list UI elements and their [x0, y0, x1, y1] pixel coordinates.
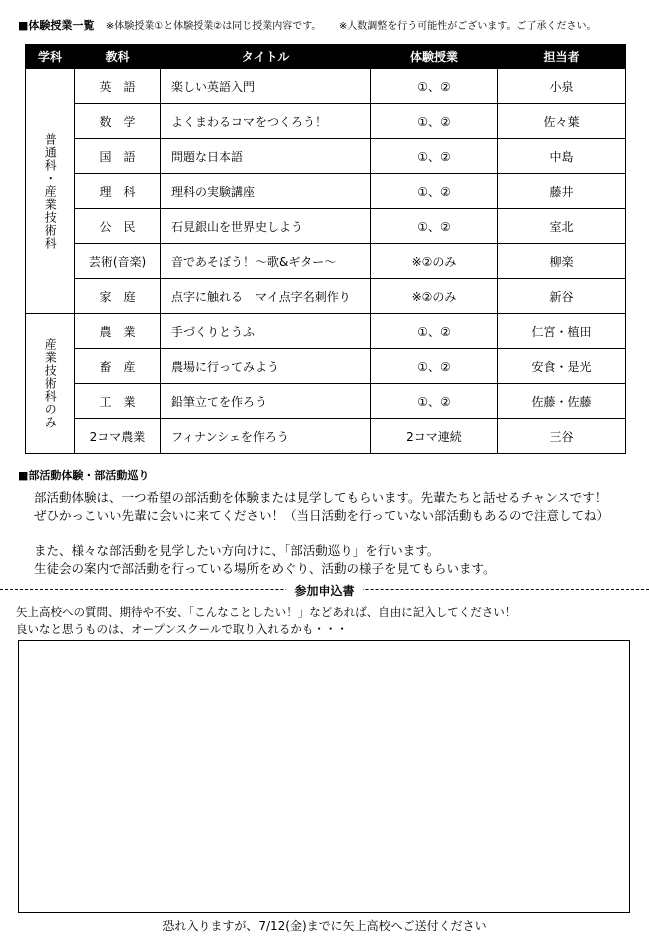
- teacher-cell: 藤井: [498, 174, 626, 209]
- lesson-table: [25, 44, 626, 454]
- session-cell: ①、②: [371, 139, 498, 174]
- table-row: [26, 314, 626, 349]
- teacher-cell: 柳楽: [498, 244, 626, 279]
- teacher-cell: 小泉: [498, 69, 626, 104]
- capacity-note: ※人数調整を行う可能性がございます。ご了承ください。: [338, 21, 597, 32]
- session-cell: ①、②: [371, 174, 498, 209]
- department-general-label: 普通科・産業技術科: [43, 132, 58, 250]
- club-text-line: 部活動体験は、一つ希望の部活動を体験または見学してもらいます。先輩たちと話せるチャンスです！: [34, 490, 608, 505]
- header-department: 学科: [26, 45, 75, 69]
- club-text-line: ぜひかっこいい先輩に会いに来てください！（当日活動を行っていない部活動もあるので注意してね）: [34, 508, 610, 523]
- table-row: [26, 384, 626, 419]
- same-content-note: ※体験授業①と体験授業②は同じ授業内容です。: [105, 21, 322, 32]
- table-header-row: [26, 45, 626, 69]
- session-cell: ①、②: [371, 104, 498, 139]
- header-teacher: 担当者: [498, 45, 626, 69]
- teacher-cell: 中島: [498, 139, 626, 174]
- title-cell: フィナンシェを作ろう: [161, 419, 371, 454]
- title-cell: 鉛筆立てを作ろう: [161, 384, 371, 419]
- subject-cell: 工 業: [75, 384, 161, 419]
- session-cell: ※②のみ: [371, 244, 498, 279]
- schedule-heading: [18, 17, 611, 33]
- session-cell: ①、②: [371, 384, 498, 419]
- subject-cell: 2コマ農業: [75, 419, 161, 454]
- header-title: タイトル: [161, 45, 371, 69]
- department-industrial-label: 産業技術科のみ: [43, 338, 58, 429]
- session-cell: ※②のみ: [371, 279, 498, 314]
- table-row: [26, 69, 626, 104]
- title-cell: 問題な日本語: [161, 139, 371, 174]
- session-cell: 2コマ連続: [371, 419, 498, 454]
- department-cell: [26, 314, 75, 454]
- session-cell: ①、②: [371, 209, 498, 244]
- teacher-cell: 仁宮・植田: [498, 314, 626, 349]
- header-session: 体験授業: [371, 45, 498, 69]
- table-row: [26, 104, 626, 139]
- table-row: [26, 174, 626, 209]
- title-cell: 音であそぼう！～歌&ギター～: [161, 244, 371, 279]
- title-cell: 石見銀山を世界史しよう: [161, 209, 371, 244]
- table-row: [26, 279, 626, 314]
- subject-cell: 公 民: [75, 209, 161, 244]
- header-subject: 教科: [75, 45, 161, 69]
- form-prompt-line: 良いなと思うものは、オープンスクールで取り入れるかも・・・: [16, 622, 348, 636]
- teacher-cell: 佐藤・佐藤: [498, 384, 626, 419]
- subject-cell: 理 科: [75, 174, 161, 209]
- club-text-line: また、様々な部活動を見学したい方向けに、「部活動巡り」を行います。: [34, 543, 440, 558]
- club-text-line: 生徒会の案内で部活動を行っている場所をめぐり、活動の様子を見てもらいます。: [34, 561, 496, 576]
- subject-cell: 英 語: [75, 69, 161, 104]
- subject-cell: 芸術(音楽): [75, 244, 161, 279]
- session-cell: ①、②: [371, 69, 498, 104]
- table-row: [26, 244, 626, 279]
- table-row: [26, 209, 626, 244]
- title-cell: 楽しい英語入門: [161, 69, 371, 104]
- subject-cell: 畜 産: [75, 349, 161, 384]
- teacher-cell: 安食・是光: [498, 349, 626, 384]
- teacher-cell: 新谷: [498, 279, 626, 314]
- session-cell: ①、②: [371, 349, 498, 384]
- application-form-title: 参加申込書: [286, 584, 362, 598]
- application-form-heading: [0, 580, 649, 599]
- schedule-title: ■体験授業一覧: [18, 19, 95, 32]
- table-row: [26, 419, 626, 454]
- subject-cell: 家 庭: [75, 279, 161, 314]
- table-row: [26, 349, 626, 384]
- session-cell: ①、②: [371, 314, 498, 349]
- form-prompt-line: 矢上高校への質問、期待や不安、「こんなことしたい！」などあれば、自由に記入してください！: [16, 605, 517, 619]
- club-section-heading: ■部活動体験・部活動巡り: [18, 469, 150, 482]
- title-cell: よくまわるコマをつくろう！: [161, 104, 371, 139]
- title-cell: 農場に行ってみよう: [161, 349, 371, 384]
- table-row: [26, 139, 626, 174]
- department-cell: [26, 69, 75, 314]
- teacher-cell: 佐々葉: [498, 104, 626, 139]
- teacher-cell: 室北: [498, 209, 626, 244]
- subject-cell: 国 語: [75, 139, 161, 174]
- title-cell: 理科の実験講座: [161, 174, 371, 209]
- subject-cell: 農 業: [75, 314, 161, 349]
- subject-cell: 数 学: [75, 104, 161, 139]
- free-comment-box[interactable]: [18, 640, 630, 913]
- title-cell: 点字に触れる マイ点字名刺作り: [161, 279, 371, 314]
- title-cell: 手づくりとうふ: [161, 314, 371, 349]
- teacher-cell: 三谷: [498, 419, 626, 454]
- submission-deadline-note: 恐れ入りますが、7/12(金)までに矢上高校へご送付ください: [162, 919, 487, 933]
